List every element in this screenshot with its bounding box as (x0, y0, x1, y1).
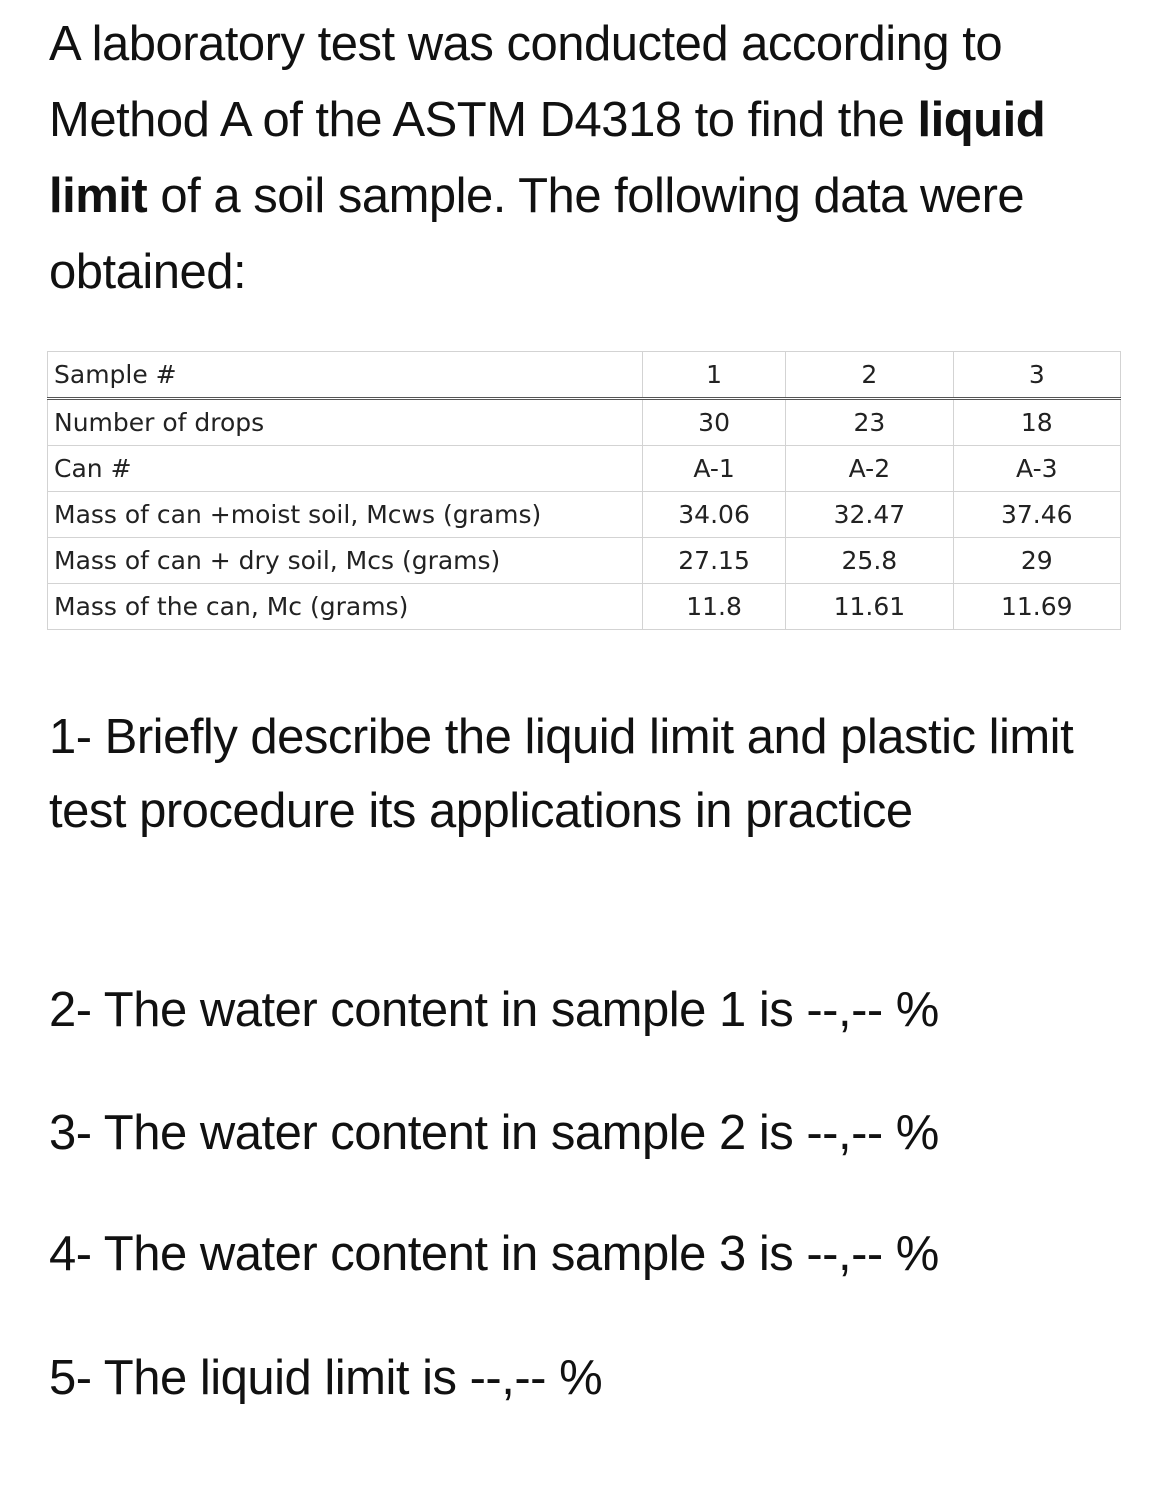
cell-value: A-1 (642, 446, 785, 492)
row-label: Mass of can +moist soil, Mcws (grams) (48, 492, 643, 538)
cell-value: 34.06 (642, 492, 785, 538)
cell-value: 23 (786, 399, 953, 446)
cell-value: 25.8 (786, 538, 953, 584)
question-3: 3- The water content in sample 2 is --,-- % (49, 1106, 939, 1160)
cell-value: 37.46 (953, 492, 1120, 538)
cell-value: 30 (642, 399, 785, 446)
question-2: 2- The water content in sample 1 is --,-- % (49, 983, 939, 1037)
row-label: Number of drops (48, 399, 643, 446)
table-row (48, 399, 1121, 446)
table-header-row (48, 352, 1121, 399)
question-1: 1- Briefly describe the liquid limit and plastic limit test procedure its applications in practice (49, 710, 1074, 838)
header-label: Sample # (48, 352, 643, 399)
header-sample-3: 3 (953, 352, 1120, 399)
cell-value: 18 (953, 399, 1120, 446)
table-row (48, 492, 1121, 538)
row-label: Mass of can + dry soil, Mcs (grams) (48, 538, 643, 584)
header-sample-2: 2 (786, 352, 953, 399)
table-row (48, 584, 1121, 630)
cell-value: A-2 (786, 446, 953, 492)
intro-text-part2: of a soil sample. The following data were obtained: (49, 169, 1025, 299)
cell-value: 11.61 (786, 584, 953, 630)
cell-value: 11.69 (953, 584, 1120, 630)
cell-value: 11.8 (642, 584, 785, 630)
header-sample-1: 1 (642, 352, 785, 399)
question-5: 5- The liquid limit is --,-- % (49, 1351, 603, 1405)
intro-bold-term: liquid limit (49, 93, 1046, 223)
cell-value: 27.15 (642, 538, 785, 584)
question-4: 4- The water content in sample 3 is --,-- % (49, 1227, 939, 1281)
table-row (48, 446, 1121, 492)
cell-value: A-3 (953, 446, 1120, 492)
row-label: Mass of the can, Mc (grams) (48, 584, 643, 630)
problem-statement (49, 6, 1139, 310)
cell-value: 29 (953, 538, 1120, 584)
cell-value: 32.47 (786, 492, 953, 538)
data-table (47, 351, 1121, 630)
intro-text-part1: A laboratory test was conducted according to Method A of the ASTM D4318 to find the (49, 17, 1003, 147)
table-row (48, 538, 1121, 584)
row-label: Can # (48, 446, 643, 492)
